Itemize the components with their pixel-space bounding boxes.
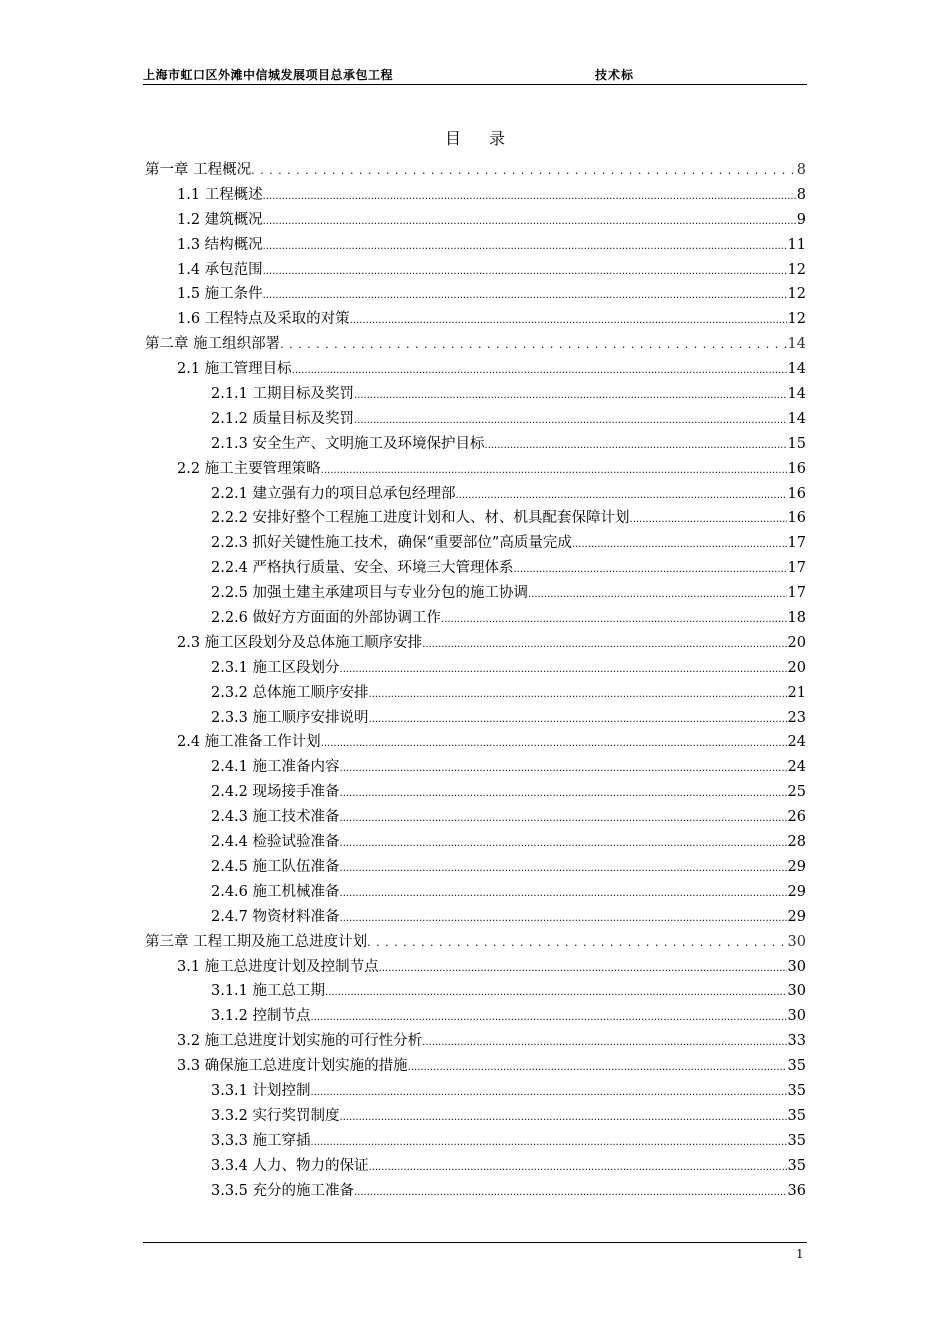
toc-chapter-entry[interactable] [145, 158, 806, 183]
toc-page-number: 26 [787, 809, 806, 826]
toc-subsection-entry[interactable] [145, 531, 806, 556]
toc-entry-text: 2.4.7 物资材料准备 [211, 908, 340, 925]
toc-subsection-entry[interactable] [145, 556, 806, 581]
toc-leader-dots [263, 282, 787, 307]
toc-entry-text: 3.2 施工总进度计划实施的可行性分析 [177, 1033, 423, 1050]
toc-page-number: 30 [787, 983, 806, 1000]
toc-leader-dots [311, 1079, 787, 1104]
toc-leader-dots [340, 830, 787, 855]
toc-page-number: 35 [787, 1157, 806, 1174]
toc-leader-dots [441, 606, 787, 631]
toc-leader-dots [408, 1054, 787, 1079]
toc-subsection-entry[interactable] [145, 1129, 806, 1154]
toc-entry-text: 3.3 确保施工总进度计划实施的措施 [177, 1058, 408, 1075]
toc-entry-text: 2.3.3 施工顺序安排说明 [211, 709, 369, 726]
toc-page-number: 35 [787, 1058, 806, 1075]
toc-page-number: 29 [787, 858, 806, 875]
toc-subsection-entry[interactable] [145, 382, 806, 407]
toc-page-number: 14 [787, 410, 806, 427]
toc-entry-text: 2.4.2 现场接手准备 [211, 784, 340, 801]
toc-entry-text: 2.4.6 施工机械准备 [211, 883, 340, 900]
toc-leader-dots [292, 357, 787, 382]
toc-page-number: 16 [787, 460, 806, 477]
toc-entry-text: 2.2 施工主要管理策略 [177, 460, 321, 477]
toc-section-entry[interactable] [145, 631, 806, 656]
toc-leader-dots [379, 955, 787, 980]
toc-entry-text: 2.1 施工管理目标 [177, 361, 292, 378]
toc-leader-dots [321, 457, 787, 482]
toc-leader-dots [280, 332, 786, 357]
toc-page-number: 24 [787, 759, 806, 776]
toc-entry-text: 2.2.3 抓好关键性施工技术，确保“重要部位”高质量完成 [211, 535, 572, 552]
toc-subsection-entry[interactable] [145, 830, 806, 855]
toc-entry-text: 2.1.2 质量目标及奖罚 [211, 410, 355, 427]
toc-entry-text: 2.4.3 施工技术准备 [211, 809, 340, 826]
toc-leader-dots [340, 755, 787, 780]
toc-page-number: 30 [787, 958, 806, 975]
toc-entry-text: 2.2.4 严格执行质量、安全、环境三大管理体系 [211, 560, 514, 577]
toc-subsection-entry[interactable] [145, 1079, 806, 1104]
toc-subsection-entry[interactable] [145, 1154, 806, 1179]
toc-subsection-entry[interactable] [145, 905, 806, 930]
toc-page-number: 18 [787, 610, 806, 627]
toc-entry-text: 2.1.3 安全生产、文明施工及环境保护目标 [211, 435, 485, 452]
toc-leader-dots [340, 656, 787, 681]
toc-page-number: 25 [787, 784, 806, 801]
toc-leader-dots [369, 681, 787, 706]
toc-section-entry[interactable] [145, 457, 806, 482]
toc-leader-dots [514, 556, 787, 581]
toc-leader-dots [340, 880, 787, 905]
toc-entry-text: 2.3.2 总体施工顺序安排 [211, 684, 369, 701]
toc-page-number: 33 [787, 1033, 806, 1050]
toc-leader-dots [263, 183, 796, 208]
toc-subsection-entry[interactable] [145, 581, 806, 606]
toc-page-number: 17 [787, 585, 806, 602]
toc-page-number: 21 [787, 684, 806, 701]
toc-entry-text: 1.4 承包范围 [177, 261, 263, 278]
toc-page-number: 14 [787, 386, 806, 403]
toc-leader-dots [422, 631, 786, 656]
header-rule [143, 84, 807, 85]
toc-page-number: 23 [787, 709, 806, 726]
toc-page-number: 20 [787, 634, 806, 651]
toc-subsection-entry[interactable] [145, 755, 806, 780]
toc-subsection-entry[interactable] [145, 780, 806, 805]
toc-leader-dots [311, 1004, 787, 1029]
toc-page-number: 36 [787, 1182, 806, 1199]
toc-entry-text: 2.4.4 检验试验准备 [211, 834, 340, 851]
toc-entry-text: 2.3 施工区段划分及总体施工顺序安排 [177, 634, 423, 651]
toc-entry-text: 1.2 建筑概况 [177, 211, 263, 228]
toc-leader-dots [321, 730, 787, 755]
toc-page-number: 16 [787, 485, 806, 502]
toc-leader-dots [325, 979, 787, 1004]
toc-entry-text: 3.3.4 人力、物力的保证 [211, 1157, 369, 1174]
toc-subsection-entry[interactable] [145, 606, 806, 631]
toc-leader-dots [251, 158, 796, 183]
toc-subsection-entry[interactable] [145, 855, 806, 880]
toc-leader-dots [340, 780, 787, 805]
toc-section-entry[interactable] [145, 730, 806, 755]
toc-page-number: 35 [787, 1132, 806, 1149]
toc-entry-text: 1.5 施工条件 [177, 286, 263, 303]
page-header [143, 64, 807, 84]
toc-title: 目录 [444, 129, 533, 148]
toc-entry-text: 2.2.6 做好方方面面的外部协调工作 [211, 610, 442, 627]
toc-entry-text: 3.1 施工总进度计划及控制节点 [177, 958, 379, 975]
toc-entry-text: 3.3.1 计划控制 [211, 1082, 311, 1099]
toc-entry-text: 第二章 施工组织部署 [145, 336, 281, 353]
toc-leader-dots [263, 258, 787, 283]
toc-leader-dots [340, 855, 787, 880]
toc-leader-dots [572, 531, 787, 556]
toc-leader-dots [340, 805, 787, 830]
toc-entry-text: 1.1 工程概述 [177, 186, 263, 203]
toc-page-number: 29 [787, 883, 806, 900]
toc-leader-dots [263, 208, 796, 233]
toc-leader-dots [369, 706, 787, 731]
toc-entry-text: 1.6 工程特点及采取的对策 [177, 311, 350, 328]
toc-entry-text: 第三章 工程工期及施工总进度计划 [145, 933, 368, 950]
toc-entry-text: 3.3.5 充分的施工准备 [211, 1182, 355, 1199]
toc-page-number: 28 [787, 834, 806, 851]
toc-leader-dots [422, 1029, 786, 1054]
toc-page-number: 14 [787, 361, 806, 378]
toc-leader-dots [485, 432, 787, 457]
toc-subsection-entry[interactable] [145, 706, 806, 731]
toc-subsection-entry[interactable] [145, 656, 806, 681]
toc-page-number: 15 [787, 435, 806, 452]
toc-subsection-entry[interactable] [145, 482, 806, 507]
toc-entry-text: 第一章 工程概况 [145, 162, 252, 178]
toc-subsection-entry[interactable] [145, 1104, 806, 1129]
toc-subsection-entry[interactable] [145, 506, 806, 531]
toc-section-entry[interactable] [145, 233, 806, 258]
toc-leader-dots [340, 1104, 787, 1129]
toc-entry-text: 3.3.2 实行奖罚制度 [211, 1107, 340, 1124]
toc-page-number: 12 [787, 261, 806, 278]
project-title: 上海市虹口区外滩中信城发展项目总承包工程 [143, 68, 394, 82]
toc-page-number: 16 [787, 510, 806, 527]
toc-page-number: 35 [787, 1082, 806, 1099]
toc-page-number: 11 [787, 236, 806, 253]
toc-entry-text: 2.4 施工准备工作计划 [177, 734, 321, 751]
toc-section-entry[interactable] [145, 1029, 806, 1054]
toc-leader-dots [340, 905, 787, 930]
toc-entry-text: 2.2.2 安排好整个工程施工进度计划和人、材、机具配套保障计划 [211, 510, 630, 527]
toc-entry-text: 3.1.2 控制节点 [211, 1008, 311, 1025]
toc-chapter-entry[interactable] [145, 332, 806, 357]
toc-entry-text: 2.3.1 施工区段划分 [211, 659, 340, 676]
toc-page-number: 17 [787, 535, 806, 552]
toc-page-number: 8 [796, 186, 806, 203]
toc-leader-dots [354, 407, 787, 432]
toc-leader-dots [528, 581, 787, 606]
toc-subsection-entry[interactable] [145, 681, 806, 706]
toc-section-entry[interactable] [145, 955, 806, 980]
toc-leader-dots [456, 482, 787, 507]
toc-section-entry[interactable] [145, 1054, 806, 1079]
toc-leader-dots [350, 307, 787, 332]
toc-page-number: 29 [787, 908, 806, 925]
toc-entry-text: 2.1.1 工期目标及奖罚 [211, 386, 355, 403]
toc-subsection-entry[interactable] [145, 979, 806, 1004]
toc-subsection-entry[interactable] [145, 407, 806, 432]
toc-subsection-entry[interactable] [145, 1179, 806, 1204]
toc-entry-text: 2.2.1 建立强有力的项目总承包经理部 [211, 485, 456, 502]
toc-page-number: 9 [796, 211, 806, 228]
toc-leader-dots [354, 1179, 787, 1204]
toc-leader-dots [263, 233, 787, 258]
toc-leader-dots [311, 1129, 787, 1154]
toc-entry-text: 3.1.1 施工总工期 [211, 983, 326, 1000]
toc-section-entry[interactable] [145, 183, 806, 208]
toc-page-number: 17 [787, 560, 806, 577]
toc-page-number: 12 [787, 286, 806, 303]
toc-entry-text: 2.4.5 施工队伍准备 [211, 858, 340, 875]
toc-page-number: 30 [787, 933, 806, 950]
toc-entry-text: 2.2.5 加强土建主承建项目与专业分包的施工协调 [211, 585, 529, 602]
toc-subsection-entry[interactable] [145, 1004, 806, 1029]
toc-entry-text: 3.3.3 施工穿插 [211, 1132, 311, 1149]
document-type: 技术标 [595, 68, 635, 82]
toc-page-number: 14 [787, 336, 806, 353]
toc-entry-text: 1.3 结构概况 [177, 236, 263, 253]
toc-section-entry[interactable] [145, 258, 806, 283]
toc-page-number: 8 [796, 162, 806, 178]
toc-section-entry[interactable] [145, 208, 806, 233]
toc-page-number: 20 [787, 659, 806, 676]
toc-subsection-entry[interactable] [145, 880, 806, 905]
toc-leader-dots [630, 506, 787, 531]
toc-page-number: 24 [787, 734, 806, 751]
toc-entry-text: 2.4.1 施工准备内容 [211, 759, 340, 776]
toc-leader-dots [369, 1154, 787, 1179]
toc-page-number: 35 [787, 1107, 806, 1124]
toc-leader-dots [367, 930, 786, 955]
table-of-contents [145, 158, 806, 1203]
toc-page-number: 12 [787, 311, 806, 328]
toc-leader-dots [354, 382, 787, 407]
toc-subsection-entry[interactable] [145, 432, 806, 457]
toc-section-entry[interactable] [145, 357, 806, 382]
toc-subsection-entry[interactable] [145, 805, 806, 830]
toc-chapter-entry[interactable] [145, 930, 806, 955]
footer-rule [143, 1242, 807, 1243]
toc-section-entry[interactable] [145, 282, 806, 307]
page-number: 1 [796, 1247, 804, 1261]
toc-section-entry[interactable] [145, 307, 806, 332]
toc-page-number: 30 [787, 1008, 806, 1025]
